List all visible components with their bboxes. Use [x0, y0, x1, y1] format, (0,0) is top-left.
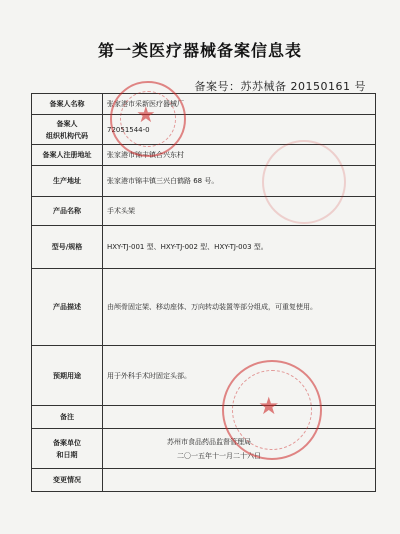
label-product-description: 产品描述 — [32, 269, 103, 346]
filing-date: 二〇一五年十一月二十六日 — [177, 451, 261, 460]
label-filing-line2: 和日期 — [56, 450, 78, 459]
label-registered-address: 备案人注册地址 — [32, 145, 103, 166]
table-row — [32, 94, 376, 115]
label-model-spec: 型号/规格 — [32, 226, 103, 269]
star-icon: ★ — [136, 103, 156, 128]
star-icon: ★ — [258, 392, 280, 420]
table-row — [32, 406, 376, 429]
table-row — [32, 166, 376, 197]
label-registrant-name: 备案人名称 — [32, 94, 103, 115]
label-filing-unit-date — [32, 429, 103, 469]
document-title: 第一类医疗器械备案信息表 — [97, 41, 302, 60]
value-change-status — [103, 469, 376, 492]
value-registered-address: 张家港市锦丰镇合兴东村 — [103, 145, 376, 166]
label-intended-use: 预期用途 — [32, 346, 103, 406]
table-row — [32, 145, 376, 166]
label-org-code — [32, 115, 103, 145]
filing-authority-name: 苏州市食品药品监督管理局 — [167, 437, 251, 446]
table-row — [32, 269, 376, 346]
value-model-spec: HXY-TJ-001 型、HXY-TJ-002 型、HXY-TJ-003 型。 — [103, 226, 376, 269]
value-product-name: 手术头架 — [103, 197, 376, 226]
label-filing-line1: 备案单位 — [53, 438, 81, 447]
value-intended-use: 用于外科手术时固定头部。 — [103, 346, 376, 406]
value-production-address: 张家港市锦丰镇三兴白鹤路 68 号。 — [103, 166, 376, 197]
value-product-description: 由颅骨固定架、移动座体、万向转动装置等部分组成，可重复使用。 — [103, 269, 376, 346]
label-org-code-line2: 组织机构代码 — [46, 131, 88, 140]
table-row — [32, 226, 376, 269]
label-remarks: 备注 — [32, 406, 103, 429]
value-org-code: 72051544-0 — [103, 115, 376, 145]
label-production-address: 生产地址 — [32, 166, 103, 197]
record-info-table — [31, 93, 376, 492]
value-filing-unit-date — [103, 429, 376, 469]
label-product-name: 产品名称 — [32, 197, 103, 226]
label-org-code-line1: 备案人 — [56, 119, 78, 128]
table-row — [32, 346, 376, 406]
table-row — [32, 429, 376, 469]
value-registrant-name: 张家港市采新医疗器械厂 — [103, 94, 376, 115]
label-change-status: 变更情况 — [32, 469, 103, 492]
table-row — [32, 197, 376, 226]
value-remarks — [103, 406, 376, 429]
table-row — [32, 115, 376, 145]
table-row — [32, 469, 376, 492]
record-number: 备案号：苏苏械备 20150161 号 — [194, 80, 366, 93]
